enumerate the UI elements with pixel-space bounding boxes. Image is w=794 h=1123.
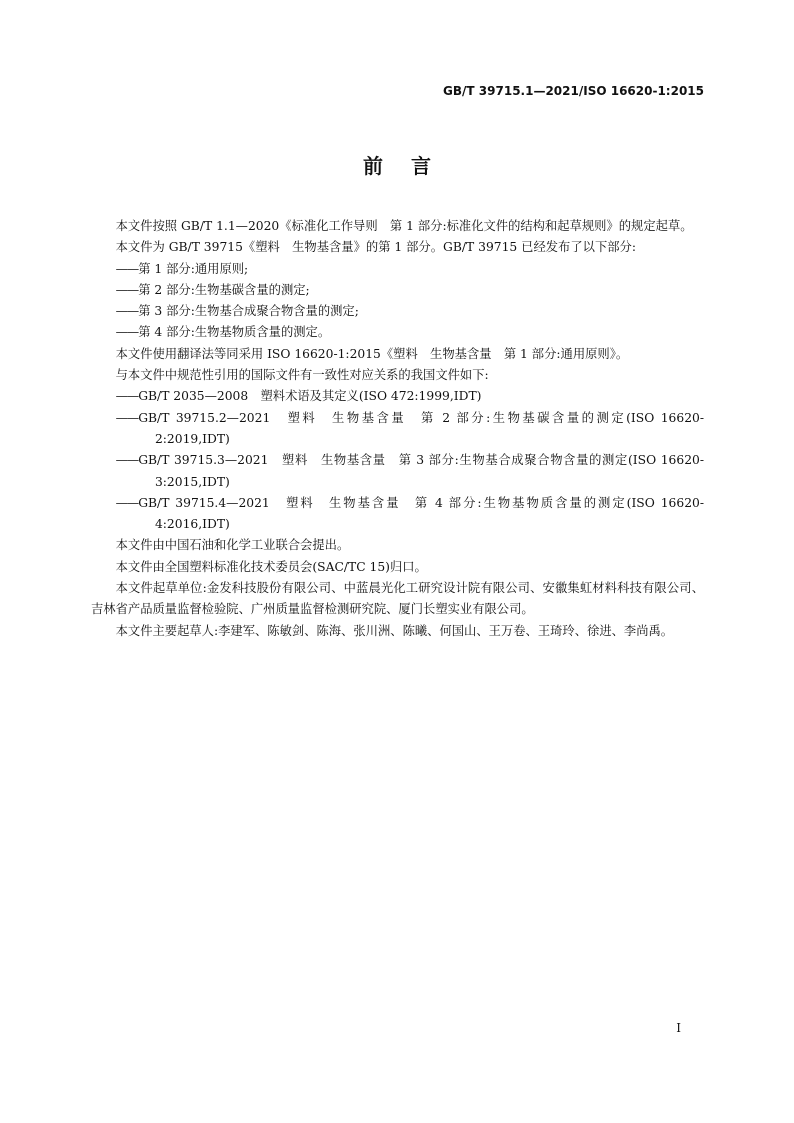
paragraph: 本文件为 GB/T 39715《塑料 生物基含量》的第 1 部分。GB/T 39715 已经发布了以下部分: xyxy=(115,240,636,255)
list-item: ——第 4 部分:生物基物质含量的测定。 xyxy=(115,325,331,340)
foreword-body xyxy=(91,216,704,642)
list-item: ——第 1 部分:通用原则; xyxy=(115,261,249,276)
paragraph: 本文件使用翻译法等同采用 ISO 16620-1:2015《塑料 生物基含量 第 1 部分:通用原则》。 xyxy=(115,346,629,361)
list-marker: —— xyxy=(115,325,139,340)
standard-number-header: GB/T 39715.1—2021/ISO 16620-1:2015 xyxy=(443,84,704,98)
list-marker: —— xyxy=(115,495,139,510)
list-marker: —— xyxy=(115,453,139,468)
list-item: ——第 2 部分:生物基碳含量的测定; xyxy=(115,282,310,297)
list-marker: —— xyxy=(115,410,139,425)
page-title: 前言 xyxy=(363,154,459,178)
list-item: ——GB/T 2035—2008 塑料术语及其定义(ISO 472:1999,IDT) xyxy=(115,389,482,404)
list-item: ——第 3 部分:生物基合成聚合物含量的测定; xyxy=(115,304,359,319)
page-number: I xyxy=(676,1021,681,1035)
paragraph: 本文件由全国塑料标准化技术委员会(SAC/TC 15)归口。 xyxy=(115,559,427,574)
paragraph: 本文件主要起草人:李建军、陈敏剑、陈海、张川洲、陈曦、何国山、王万卷、王琦玲、徐进、李尚禹。 xyxy=(115,623,674,638)
paragraph: 本文件起草单位:金发科技股份有限公司、中蓝晨光化工研究设计院有限公司、安徽集虹材料科技有限公司、吉林省产品质量监督检验院、广州质量监督检测研究院、厦门长塑实业有限公司。 xyxy=(91,581,704,617)
list-marker: —— xyxy=(115,389,139,404)
list-item: ——GB/T 39715.2—2021 塑料 生物基含量 第 2 部分:生物基碳含量的测定(ISO 16620-2:2019,IDT) xyxy=(115,410,704,446)
paragraph: 与本文件中规范性引用的国际文件有一致性对应关系的我国文件如下: xyxy=(115,368,489,383)
list-marker: —— xyxy=(115,282,139,297)
list-marker: —— xyxy=(115,304,139,319)
list-item: ——GB/T 39715.3—2021 塑料 生物基含量 第 3 部分:生物基合成聚合物含量的测定(ISO 16620-3:2015,IDT) xyxy=(115,453,704,489)
list-item: ——GB/T 39715.4—2021 塑料 生物基含量 第 4 部分:生物基物质含量的测定(ISO 16620-4:2016,IDT) xyxy=(115,495,704,532)
list-marker: —— xyxy=(115,261,139,276)
paragraph: 本文件按照 GB/T 1.1—2020《标准化工作导则 第 1 部分:标准化文件的结构和起草规则》的规定起草。 xyxy=(115,219,693,233)
paragraph: 本文件由中国石油和化学工业联合会提出。 xyxy=(115,538,350,553)
